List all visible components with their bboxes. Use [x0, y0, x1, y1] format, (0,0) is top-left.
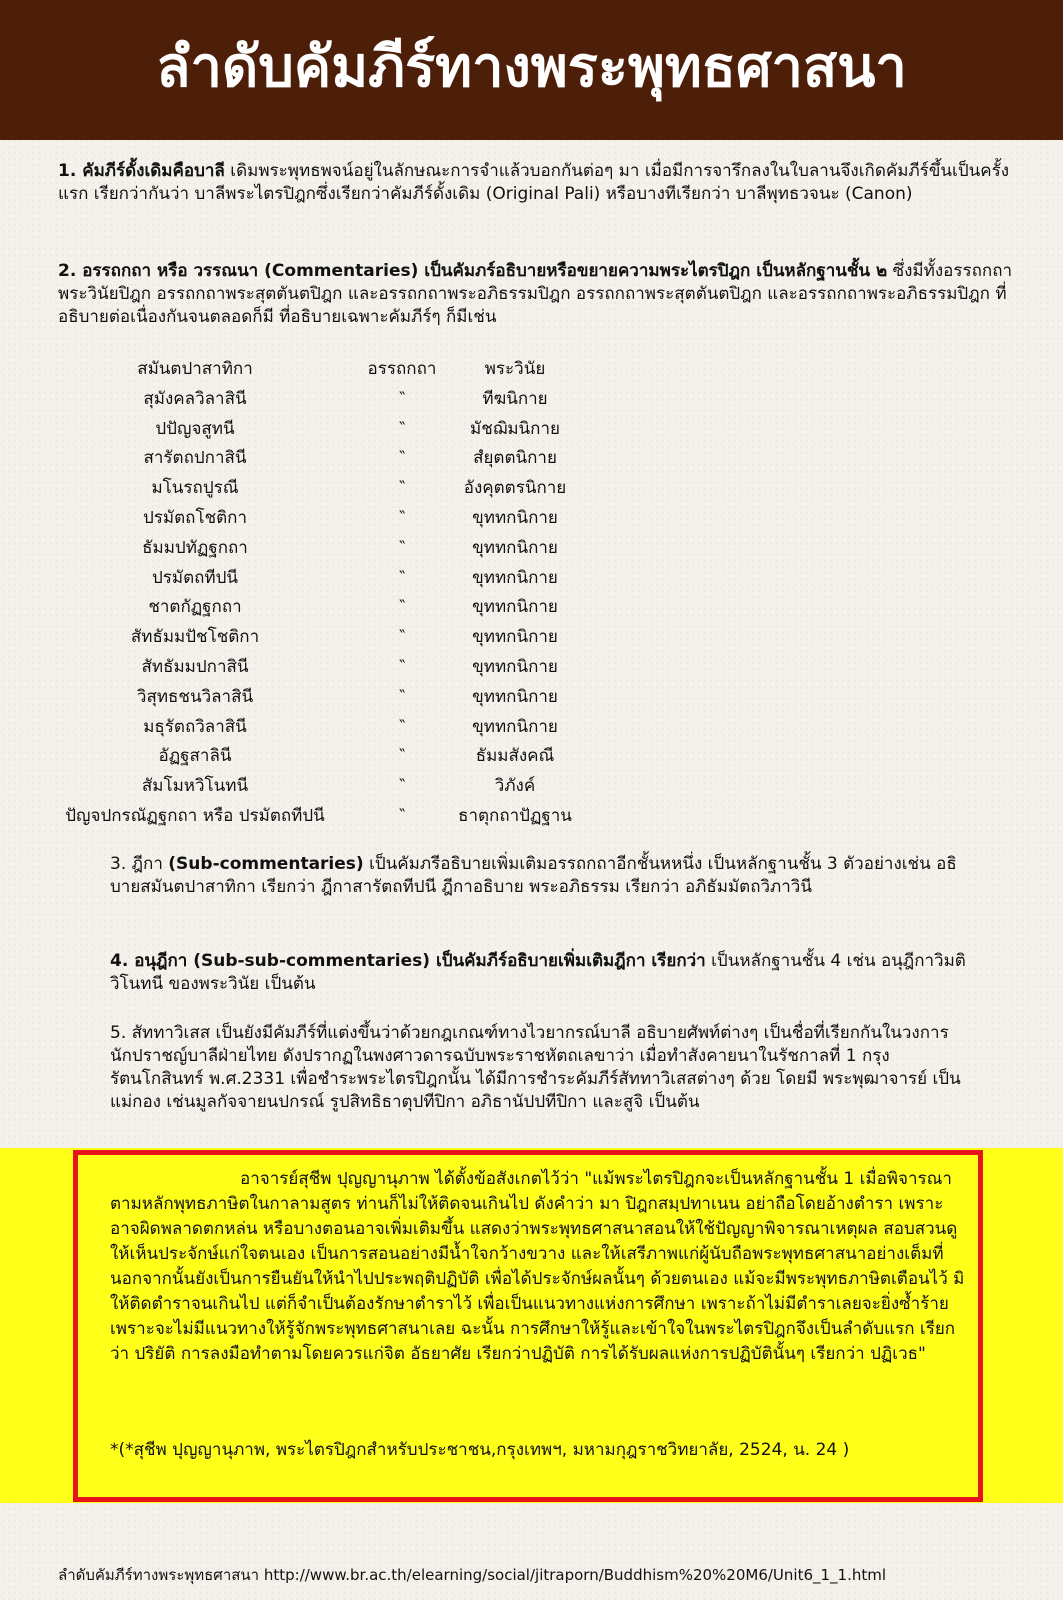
commentary-name: สุมังคลวิลาสินี — [143, 388, 247, 409]
section-2-heading: 2. อรรถกถา หรือ วรรณนา (Commentaries) เป็นคัมภร์อธิบายหรือขยายความพระไตรปิฎก เป็นหลักฐานชั้น ๒ — [58, 261, 888, 281]
canon-section: ขุททกนิกาย — [472, 627, 558, 648]
table-row — [20, 418, 620, 442]
commentary-type: ‶ — [398, 657, 406, 677]
canon-section: สํยุตตนิกาย — [473, 448, 557, 469]
commentary-type: ‶ — [398, 388, 406, 409]
commentary-name: สัทธัมมปกาสินี — [141, 657, 249, 677]
quote-paragraph — [110, 1167, 970, 1367]
commentary-type: ‶ — [398, 746, 406, 767]
table-row — [20, 805, 620, 829]
commentary-name: ปัญจปกรณัฏฐกถา หรือ ปรมัตถทีปนี — [65, 806, 325, 826]
title-banner — [0, 0, 1063, 140]
canon-section: ธัมมสังคณี — [475, 746, 555, 767]
page-title: ลำดับคัมภีร์ทางพระพุทธศาสนา — [156, 35, 907, 100]
commentary-name: อัฏฐสาลินี — [158, 746, 232, 767]
canon-section: ขุททกนิกาย — [472, 716, 558, 737]
commentary-name: ปรมัตถทีปนี — [151, 567, 239, 588]
commentary-type: ‶ — [398, 448, 406, 469]
commentary-type: ‶ — [398, 597, 406, 618]
commentary-type: ‶ — [398, 806, 406, 826]
commentary-name: ปรมัตถโชติกา — [142, 508, 247, 528]
footer-source: ลำดับคัมภีร์ทางพระพุทธศาสนา http://www.br.ac.th/elearning/social/jitraporn/Buddhism%20%20M6/Unit6_1_1.html — [58, 1566, 887, 1584]
commentary-type: อรรถกถา — [367, 359, 437, 379]
canon-section: ขุททกนิกาย — [472, 657, 558, 677]
commentary-type: ‶ — [398, 627, 406, 648]
commentary-name: สมันตปาสาทิกา — [137, 359, 253, 379]
commentary-name: สัทธัมมปัชโชติกา — [130, 627, 260, 648]
commentary-type: ‶ — [398, 776, 406, 797]
table-row — [20, 358, 620, 382]
commentary-type: ‶ — [398, 716, 406, 737]
section-5 — [110, 1022, 970, 1114]
section-4-heading: 4. อนุฎีกา (Sub-sub-commentaries) เป็นคัมภีร์อธิบายเพิ่มเติมฎีกา เรียกว่า — [110, 951, 706, 971]
canon-section: วิภังค์ — [494, 776, 536, 797]
table-row — [20, 686, 620, 710]
commentary-name: ธัมมปทัฏฐกถา — [142, 537, 248, 558]
commentary-type: ‶ — [398, 686, 406, 707]
commentary-name: มธุรัตถวิลาสินี — [143, 716, 247, 737]
section-3-heading: (Sub-commentaries) — [168, 854, 364, 874]
commentary-name: สัมโมหวิโนทนี — [141, 776, 249, 797]
commentary-type: ‶ — [398, 478, 406, 499]
commentary-name: วิสุทธชนวิลาสินี — [136, 686, 254, 707]
section-1 — [58, 160, 1016, 206]
canon-section: ขุททกนิกาย — [472, 567, 558, 588]
table-row — [20, 716, 620, 740]
section-1-heading: 1. คัมภีร์ดั้งเดิมคือบาลี — [58, 161, 225, 181]
section-5-heading: 5. สัททาวิเสส — [110, 1023, 211, 1043]
section-1-text: เดิมพระพุทธพจน์อยู่ในลักษณะการจำแล้วบอกกันต่อๆ มา เมื่อมีการจารึกลงในใบลานจึงเกิดคัมภีร์ขึ้นเป็นครั้งแรก เรียกว่ากันว่า บาลีพระไตรปิฎกซึ่งเรียกว่าคัมภีร์ดั้งเดิม (Original Pali) หรือบางทีเรียกว่า บาลีพุทธวจนะ (Canon) — [58, 161, 1010, 204]
canon-section: ขุททกนิกาย — [472, 597, 558, 618]
table-row — [20, 477, 620, 501]
section-3-text: เป็นคัมภรีอธิบายเพิ่มเติมอรรถกถาอีกชั้นหหนึ่ง เป็นหลักฐานชั้น 3 ตัวอย่างเช่น อธิบายสมันตปาสาทิกา เรียกว่า ฎีกาสารัตถทีปนี ฎีกาอธิบาย พระอภิธรรม เรียกว่า อภิธัมมัตถวิภาวินี — [110, 854, 957, 897]
table-row — [20, 775, 620, 799]
canon-section: ธาตุกถาปัฏฐาน — [458, 806, 572, 826]
table-row — [20, 447, 620, 471]
section-2-text: ซึ่งมีทั้งอรรถกถาพระวินัยปิฎก อรรถกถาพระสุตตันตปิฎก และอรรถกถาพระอภิธรรมปิฎก อรรถกถาพระสุตตันตปิฎก และอรรถกถาพระอภิธรรมปิฎก ที่อธิบายต่อเนื่องกันจนตลอดก็มี ที่อธิบายเฉพาะคัมภีร์ๆ ก็มีเช่น — [58, 261, 1013, 327]
canon-section: ขุททกนิกาย — [472, 686, 558, 707]
canon-section: ขุททกนิกาย — [472, 508, 558, 528]
section-3 — [110, 853, 970, 899]
commentary-name: ปปัญจสูทนี — [155, 418, 235, 439]
commentary-type: ‶ — [398, 567, 406, 588]
table-row — [20, 507, 620, 531]
section-4-text: เป็นหลักฐานชั้น 4 เช่น อนุฎีกาวิมติวิโนทนี ของพระวินัย เป็นต้น — [110, 951, 966, 994]
commentary-name: สารัตถปกาสินี — [143, 448, 247, 469]
quote-footnote: *(*สุชีพ ปุญญานุภาพ, พระไตรปิฎกสำหรับประชาชน,กรุงเทพฯ, มหามกุฎราชวิทยาลัย, 2524, น. 24 ) — [110, 1440, 850, 1460]
table-row — [20, 596, 620, 620]
commentary-name: ชาตกัฏฐกถา — [148, 597, 242, 618]
commentary-type: ‶ — [398, 418, 406, 439]
section-2 — [58, 260, 1016, 329]
table-row — [20, 537, 620, 561]
section-4 — [110, 950, 970, 996]
table-row — [20, 567, 620, 591]
canon-section: ขุททกนิกาย — [472, 537, 558, 558]
canon-section: ทีฆนิกาย — [482, 388, 548, 409]
table-row — [20, 388, 620, 412]
quote-text: อาจารย์สุชีพ ปุญญานุภาพ ได้ตั้งข้อสังเกตไว้ว่า "แม้พระไตรปิฎกจะเป็นหลักฐานชั้น 1 เมื่อพิจารณาตามหลักพุทธภาษิตในกาลามสูตร ท่านก็ไม่ให้ติดจนเกินไป ดังคำว่า มา ปิฎกสมฺปทาเนน อย่าถือโดยอ้างตำรา เพราะอาจผิดพลาดตกหล่น หรือบางตอนอาจเพิ่มเติมขึ้น แสดงว่าพระพุทธศาสนาสอนให้ใช้ปัญญาพิจารณาเหตุผล สอบสวนดูให้เห็นประจักษ์แก่ใจตนเอง เป็นการสอนอย่างมีน้ำใจกว้างขวาง และให้เสรีภาพแก่ผู้นับถือพระพุทธศาสนาอย่างเต็มที่ นอกจากนั้นยังเป็นการยืนยันให้นำไปประพฤติปฏิบัติ เพื่อได้ประจักษ์ผลนั้นๆ ด้วยตนเอง แม้จะมีพระพุทธภาษิตเตือนไว้ มิให้ติดตำราจนเกินไป แต่ก็จำเป็นต้องรักษาตำราไว้ เพื่อเป็นแนวทางแห่งการศึกษา เพราะถ้าไม่มีตำราเลยจะยิ่งซ้ำร้าย เพราะจะไม่มีแนวทางให้รู้จักพระพุทธศาสนาเลย ฉะนั้น การศึกษาให้รู้และเข้าใจในพระไตรปิฎกจึงเป็นลำดับแรก เรียกว่า ปริยัติ การลงมือทำตามโดยควรแก่จิต อัธยาศัย เรียกว่าปฏิบัติ การได้รับผลแห่งการปฏิบัตินั้นๆ เรียกว่า ปฏิเวธ" — [110, 1169, 965, 1364]
table-row — [20, 626, 620, 650]
table-row — [20, 745, 620, 769]
commentary-type: ‶ — [398, 508, 406, 528]
section-3-prefix: 3. ฎีกา — [110, 854, 169, 874]
canon-section: อังคุตตรนิกาย — [463, 478, 567, 499]
table-row — [20, 656, 620, 680]
canon-section: มัชฌิมนิกาย — [470, 418, 560, 439]
commentary-name: มโนรถปูรณี — [151, 478, 239, 499]
commentary-type: ‶ — [398, 537, 406, 558]
section-5-text: เป็นยังมีคัมภีร์ที่แต่งขึ้นว่าด้วยกฎเกณฑ์ทางไวยากรณ์บาลี อธิบายศัพท์ต่างๆ เป็นชื่อที่เรียกกันในวงการนักปราชญ์บาลีฝ่ายไทย ดังปรากฏในพงศาวดารฉบับพระราชหัตถเลขาว่า เมื่อทำสังคายนาในรัชกาลที่ 1 กรุงรัตนโกสินทร์ พ.ศ.2331 เพื่อชำระพระไตรปิฎกนั้น ได้มีการชำระคัมภีร์สัททาวิเสสต่างๆ ด้วย โดยมี พระพุฒาจารย์ เป็นแม่กอง เช่นมูลกัจจายนปกรณ์ รูปสิทธิธาตุปทีปิกา อภิธานัปปทีปิกา และสูจิ เป็นต้น — [110, 1023, 961, 1112]
canon-section: พระวินัย — [484, 359, 546, 379]
